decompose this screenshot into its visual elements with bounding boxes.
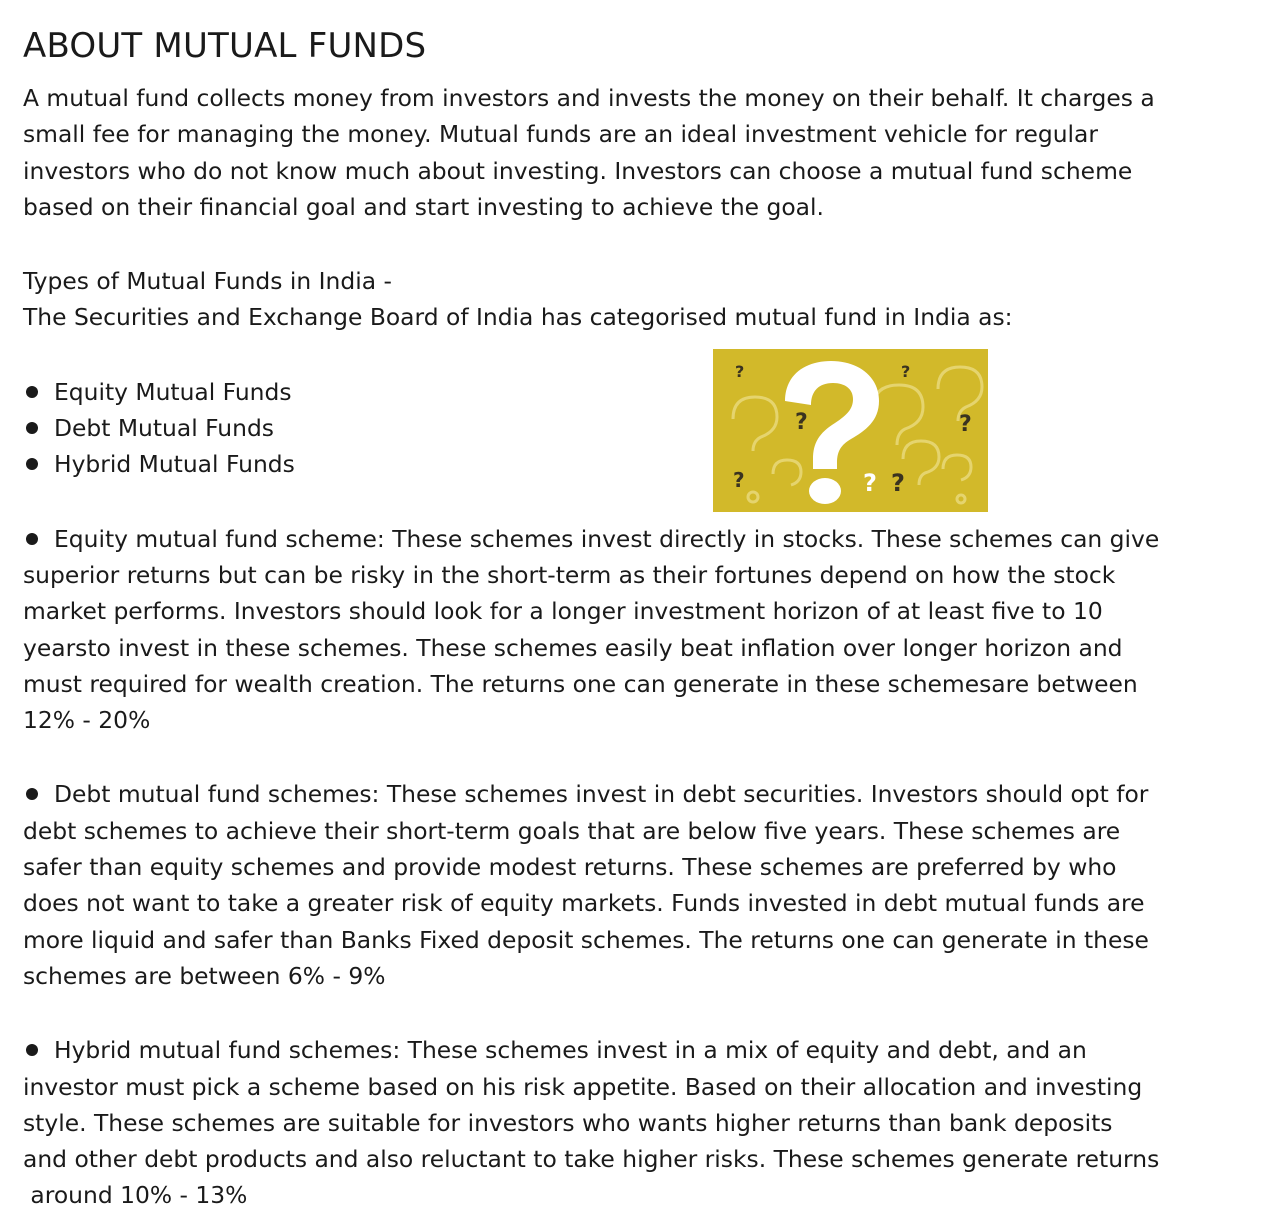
bullet-dot	[26, 533, 38, 545]
equity-line: superior returns but can be risky in the short-term as their fortunes depend on how the stock	[23, 560, 1116, 589]
list-item	[23, 374, 1275, 410]
equity-line: market performs. Investors should look for a longer investment horizon of at least five to 10	[23, 597, 1103, 626]
list-item	[23, 446, 1275, 482]
intro-line: based on their financial goal and start investing to achieve the goal.	[23, 192, 824, 221]
intro-line: A mutual fund collects money from investors and invests the money on their behalf. It charges a	[23, 84, 1155, 112]
hybrid-paragraph	[23, 1032, 1275, 1213]
question-marks-icon	[713, 349, 988, 512]
equity-line: yearsto invest in these schemes. These schemes easily beat inflation over longer horizon and	[23, 633, 1123, 662]
svg-text:?: ?	[959, 412, 972, 437]
types-heading-block	[23, 263, 1275, 336]
document-page	[23, 24, 1275, 1214]
equity-paragraph	[23, 521, 1275, 739]
intro-line: small fee for managing the money. Mutual funds are an ideal investment vehicle for regular	[23, 120, 1098, 149]
svg-text:?: ?	[733, 468, 745, 492]
hybrid-line: style. These schemes are suitable for investors who wants higher returns than bank deposits	[23, 1108, 1113, 1137]
bullet-dot	[26, 422, 38, 434]
equity-line: 12% - 20%	[23, 706, 151, 735]
list-item-label: Equity Mutual Funds	[54, 377, 292, 406]
list-item-label: Hybrid Mutual Funds	[54, 450, 295, 479]
bullet-dot	[26, 458, 38, 470]
svg-text:?: ?	[863, 469, 877, 497]
svg-text:?: ?	[735, 362, 745, 381]
list-item-label: Debt Mutual Funds	[54, 414, 274, 443]
bullet-dot	[26, 386, 38, 398]
svg-text:?: ?	[901, 362, 911, 381]
hybrid-line: and other debt products and also reluctant to take higher risks. These schemes generate returns	[23, 1145, 1160, 1174]
bullet-dot	[26, 788, 38, 800]
bullet-dot	[26, 1044, 38, 1056]
equity-line: must required for wealth creation. The returns one can generate in these schemesare between	[23, 669, 1138, 698]
hybrid-line: investor must pick a scheme based on his risk appetite. Based on their allocation and investing	[23, 1072, 1143, 1101]
debt-line: debt schemes to achieve their short-term goals that are below five years. These schemes are	[23, 816, 1121, 845]
debt-line: schemes are between 6% - 9%	[23, 961, 386, 990]
page-title: ABOUT MUTUAL FUNDS	[23, 26, 427, 66]
hybrid-line: around 10% - 13%	[23, 1181, 248, 1210]
intro-paragraph	[23, 80, 1275, 225]
hybrid-line: Hybrid mutual fund schemes: These schemes invest in a mix of equity and debt, and an	[23, 1032, 1275, 1068]
fund-types-list	[23, 374, 1275, 483]
types-heading: Types of Mutual Funds in India -	[23, 267, 392, 296]
intro-line: investors who do not know much about investing. Investors can choose a mutual fund scheme	[23, 156, 1133, 185]
types-subheading: The Securities and Exchange Board of India has categorised mutual fund in India as:	[23, 303, 1013, 332]
list-item	[23, 410, 1275, 446]
debt-line: safer than equity schemes and provide modest returns. These schemes are preferred by who	[23, 853, 1117, 882]
question-marks-image	[713, 349, 988, 512]
debt-line: Debt mutual fund schemes: These schemes invest in debt securities. Investors should opt for	[23, 776, 1275, 812]
equity-line: Equity mutual fund scheme: These schemes invest directly in stocks. These schemes can give	[23, 521, 1275, 557]
svg-text:?: ?	[891, 469, 905, 497]
debt-paragraph	[23, 776, 1275, 994]
svg-text:?: ?	[795, 410, 808, 435]
debt-line: more liquid and safer than Banks Fixed deposit schemes. The returns one can generate in these	[23, 925, 1149, 954]
debt-line: does not want to take a greater risk of equity markets. Funds invested in debt mutual funds are	[23, 889, 1145, 918]
